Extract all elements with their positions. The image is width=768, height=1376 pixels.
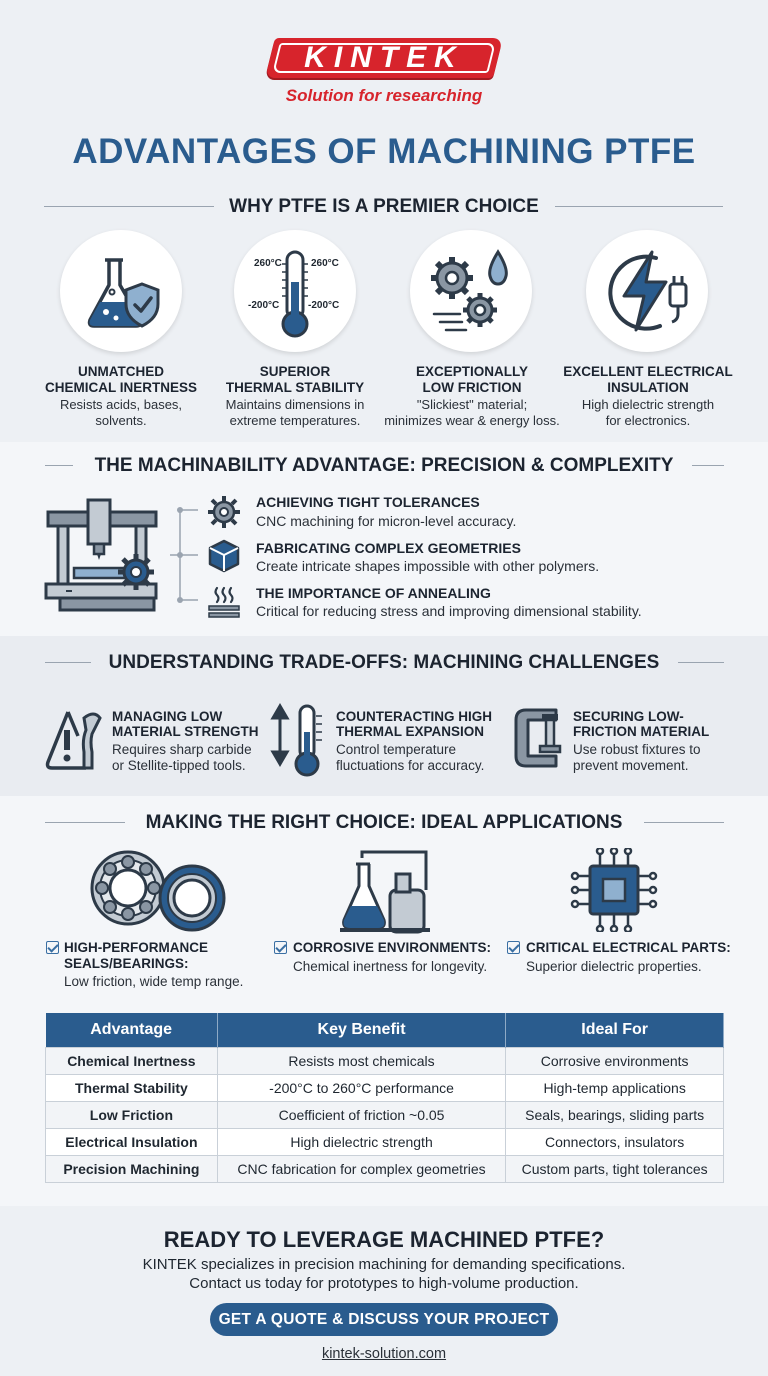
- table-cell: -200°C to 260°C performance: [217, 1074, 506, 1101]
- chip-icon: [570, 848, 658, 932]
- temp-high-label: 260°C: [254, 258, 282, 269]
- machinability-item-title: THE IMPORTANCE OF ANNEALING: [256, 585, 491, 601]
- advantage-description: "Slickiest" material; minimizes wear & energy loss.: [384, 397, 560, 428]
- advantage-title: EXCELLENT ELECTRICAL INSULATION: [563, 364, 733, 395]
- advantage-title: EXCEPTIONALLY LOW FRICTION: [415, 364, 529, 395]
- table-cell: Connectors, insulators: [506, 1128, 724, 1155]
- table-cell: Custom parts, tight tolerances: [506, 1155, 724, 1182]
- tradeoff-description: Requires sharp carbide or Stellite-tipped tools.: [112, 742, 252, 773]
- gear-icon: [206, 494, 242, 530]
- temp-high-label: 260°C: [311, 258, 339, 269]
- tagline: Solution for researching: [285, 86, 483, 105]
- application-description: Chemical inertness for longevity.: [293, 959, 488, 974]
- advantage-title: SUPERIOR THERMAL STABILITY: [225, 364, 365, 395]
- table-cell: Thermal Stability: [46, 1074, 218, 1101]
- bearing-icon: [88, 848, 228, 934]
- table-row: [46, 1128, 724, 1155]
- thermometer-arrows-icon: [270, 702, 330, 778]
- application-title: HIGH-PERFORMANCE SEALS/BEARINGS:: [64, 940, 208, 971]
- table-cell: CNC fabrication for complex geometries: [217, 1155, 506, 1182]
- cube-icon: [206, 538, 242, 574]
- table-header: Key Benefit: [217, 1013, 506, 1047]
- table-cell: High dielectric strength: [217, 1128, 506, 1155]
- table-cell: Low Friction: [46, 1101, 218, 1128]
- advantage-title: UNMATCHED CHEMICAL INERTNESS: [44, 364, 197, 395]
- table-cell: Electrical Insulation: [46, 1128, 218, 1155]
- why-heading: WHY PTFE IS A PREMIER CHOICE: [229, 196, 539, 217]
- checkbox-icon: [46, 941, 59, 954]
- tradeoff-title: SECURING LOW- FRICTION MATERIAL: [573, 709, 710, 739]
- table-cell: Corrosive environments: [506, 1047, 724, 1074]
- thermometer-icon: [234, 230, 356, 352]
- machinability-item-title: ACHIEVING TIGHT TOLERANCES: [256, 494, 480, 510]
- table-row: [46, 1047, 724, 1074]
- table-row: [46, 1074, 724, 1101]
- lightning-plug-icon: [586, 230, 708, 352]
- application-description: Low friction, wide temp range.: [64, 974, 244, 989]
- summary-table: [45, 1013, 724, 1183]
- applications-heading: MAKING THE RIGHT CHOICE: IDEAL APPLICATIONS: [145, 812, 623, 833]
- tradeoffs-heading: UNDERSTANDING TRADE-OFFS: MACHINING CHALLENGES: [108, 652, 660, 673]
- tradeoff-description: Use robust fixtures to prevent movement.: [573, 742, 701, 773]
- clamp-icon: [512, 704, 568, 776]
- machinability-item-description: Create intricate shapes impossible with other polymers.: [256, 558, 600, 574]
- cnc-machine-icon: [44, 494, 184, 623]
- connector-bracket: [170, 505, 200, 605]
- application-title: CORROSIVE ENVIRONMENTS:: [293, 940, 492, 955]
- table-cell: Resists most chemicals: [217, 1047, 506, 1074]
- checkbox-icon: [274, 941, 287, 954]
- flask-shield-icon: [60, 230, 182, 352]
- table-cell: Precision Machining: [46, 1155, 218, 1182]
- tradeoff-title: COUNTERACTING HIGH THERMAL EXPANSION: [336, 709, 492, 739]
- advantage-description: Resists acids, bases, solvents.: [59, 397, 183, 428]
- cta-title: READY TO LEVERAGE MACHINED PTFE?: [163, 1227, 605, 1252]
- table-cell: Coefficient of friction ~0.05: [217, 1101, 506, 1128]
- temp-low-label: -200°C: [308, 300, 340, 311]
- machinability-heading: THE MACHINABILITY ADVANTAGE: PRECISION & COMPLEXITY: [94, 455, 674, 476]
- table-header: Ideal For: [506, 1013, 724, 1047]
- logo: KINTEK: [304, 41, 464, 74]
- checkbox-icon: [507, 941, 520, 954]
- tradeoff-title: MANAGING LOW MATERIAL STRENGTH: [112, 709, 259, 739]
- application-title: CRITICAL ELECTRICAL PARTS:: [526, 940, 731, 955]
- table-cell: High-temp applications: [506, 1074, 724, 1101]
- table-row: [46, 1155, 724, 1182]
- cta-text: KINTEK specializes in precision machining for demanding specifications.: [142, 1256, 626, 1273]
- application-description: Superior dielectric properties.: [526, 959, 702, 974]
- website-link[interactable]: kintek-solution.com: [321, 1346, 447, 1362]
- warning-bend-icon: [44, 706, 106, 774]
- lab-equipment-icon: [336, 850, 432, 934]
- page-title: ADVANTAGES OF MACHINING PTFE: [72, 132, 696, 171]
- advantage-description: High dielectric strength for electronics.: [581, 397, 715, 428]
- table-header-row: [46, 1013, 724, 1047]
- get-quote-button[interactable]: GET A QUOTE & DISCUSS YOUR PROJECT: [210, 1303, 558, 1336]
- gears-droplet-icon: [410, 230, 532, 352]
- tradeoff-description: Control temperature fluctuations for accuracy.: [336, 742, 485, 773]
- table-cell: Seals, bearings, sliding parts: [506, 1101, 724, 1128]
- table-row: [46, 1101, 724, 1128]
- table-header: Advantage: [46, 1013, 218, 1047]
- heat-waves-icon: [206, 584, 242, 620]
- machinability-item-title: FABRICATING COMPLEX GEOMETRIES: [256, 540, 521, 556]
- table-cell: Chemical Inertness: [46, 1047, 218, 1074]
- machinability-item-description: Critical for reducing stress and improving dimensional stability.: [256, 603, 642, 619]
- machinability-item-description: CNC machining for micron-level accuracy.: [256, 513, 517, 529]
- cta-text: Contact us today for prototypes to high-volume production.: [189, 1275, 579, 1292]
- advantage-description: Maintains dimensions in extreme temperatures.: [225, 397, 365, 428]
- temp-low-label: -200°C: [248, 300, 280, 311]
